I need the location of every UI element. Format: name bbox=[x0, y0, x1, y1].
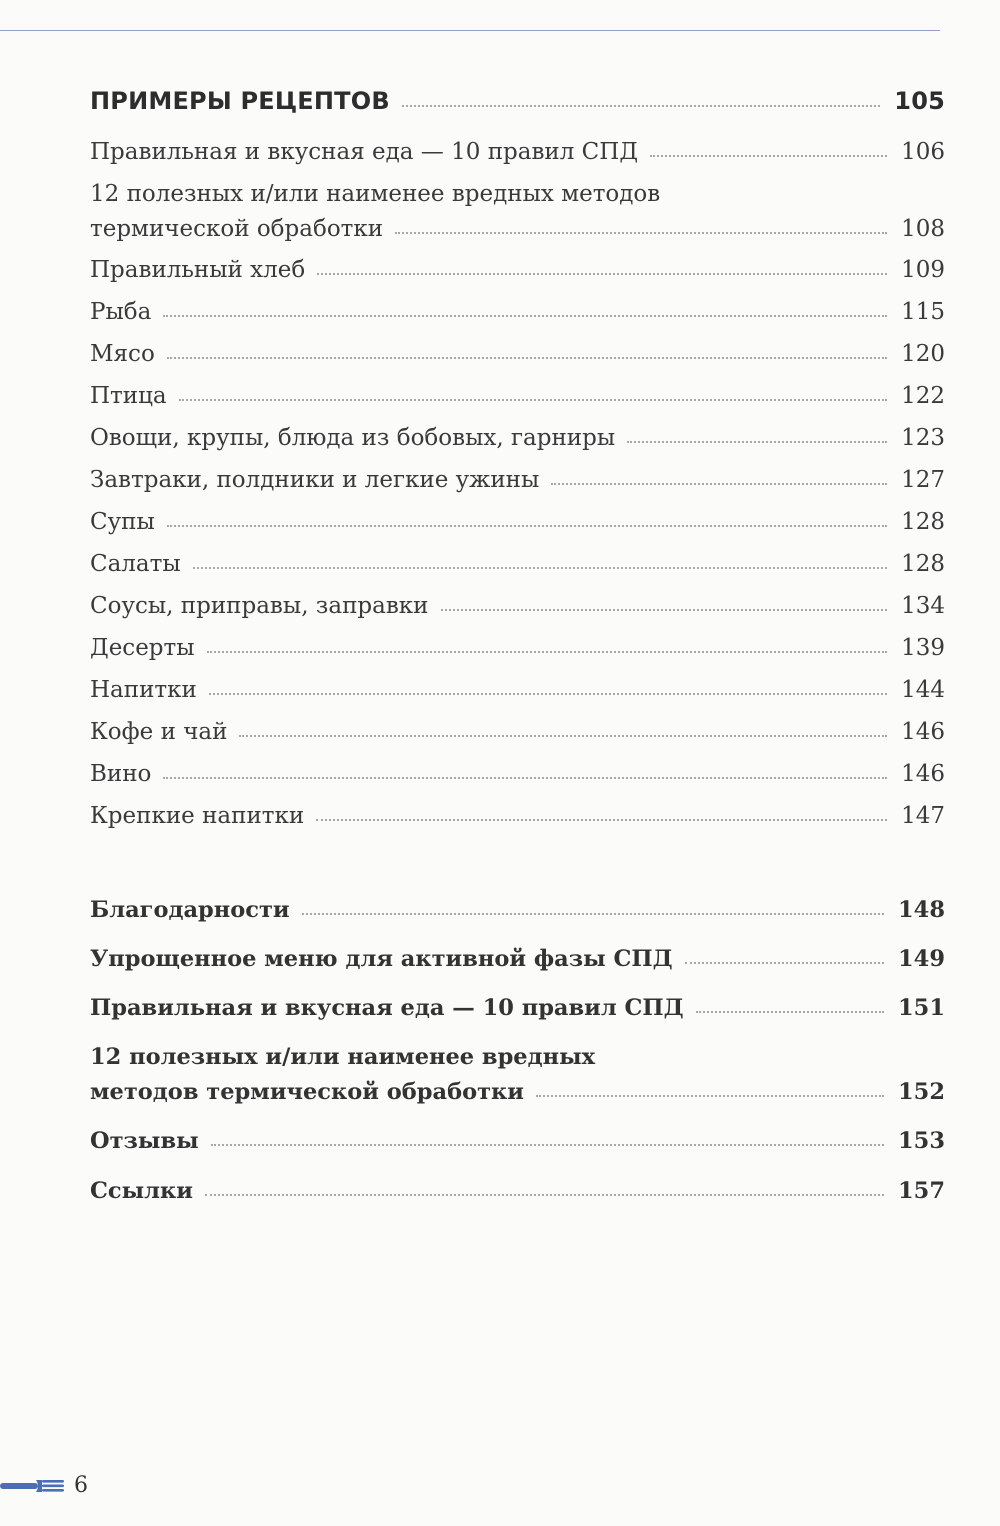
leader-dots bbox=[207, 651, 888, 653]
toc-appendix-entry[interactable] bbox=[90, 1180, 945, 1203]
toc-entry-page: 152 bbox=[898, 1079, 945, 1105]
toc-entry-title: Правильная и вкусная еда — 10 правил СПД bbox=[90, 995, 684, 1021]
toc-entry-page: 115 bbox=[901, 299, 945, 325]
leader-dots bbox=[211, 1144, 884, 1146]
leader-dots bbox=[551, 483, 887, 485]
toc-heading[interactable] bbox=[90, 89, 945, 113]
toc-entry-page: 108 bbox=[901, 216, 945, 242]
leader-dots bbox=[302, 913, 884, 915]
toc-entry-page: 134 bbox=[901, 593, 945, 619]
toc-entry-title: Упрощенное меню для активной фазы СПД bbox=[90, 946, 673, 972]
toc-entry[interactable] bbox=[90, 721, 945, 744]
leader-dots bbox=[205, 1194, 884, 1196]
toc-appendix-entry[interactable] bbox=[90, 1081, 945, 1104]
toc-entry-page: 146 bbox=[901, 761, 945, 787]
leader-dots bbox=[239, 735, 887, 737]
toc-entry-title: Правильный хлеб bbox=[90, 257, 306, 283]
toc-entry[interactable] bbox=[90, 763, 945, 786]
toc-entry-title: Рыба bbox=[90, 299, 152, 325]
leader-dots bbox=[685, 962, 884, 964]
toc-entry-page: 149 bbox=[898, 946, 945, 972]
toc-entry-title-line1[interactable]: 12 полезных и/или наименее вредных методов bbox=[90, 181, 661, 207]
toc-entry-title: Супы bbox=[90, 509, 155, 535]
leader-dots bbox=[536, 1095, 884, 1097]
leader-dots bbox=[167, 357, 887, 359]
toc-entry-title: Завтраки, полдники и легкие ужины bbox=[90, 467, 540, 493]
toc-appendix-entry[interactable] bbox=[90, 899, 945, 922]
leader-dots bbox=[163, 777, 887, 779]
toc-entry-title: Десерты bbox=[90, 635, 195, 661]
leader-dots bbox=[650, 155, 887, 157]
toc-entry[interactable] bbox=[90, 805, 945, 828]
toc-entry[interactable] bbox=[90, 343, 945, 366]
toc-entry-page: 123 bbox=[901, 425, 945, 451]
toc-entry-title: Соусы, приправы, заправки bbox=[90, 593, 429, 619]
fork-icon bbox=[0, 1476, 66, 1496]
leader-dots bbox=[193, 567, 887, 569]
leader-dots bbox=[627, 441, 887, 443]
toc-entry[interactable] bbox=[90, 637, 945, 660]
leader-dots bbox=[317, 273, 887, 275]
toc-entry[interactable] bbox=[90, 553, 945, 576]
toc-entry-page: 153 bbox=[898, 1128, 945, 1154]
toc-entry-page: 106 bbox=[901, 139, 945, 165]
toc-entry-title: Кофе и чай bbox=[90, 719, 228, 745]
leader-dots bbox=[441, 609, 888, 611]
toc-entry-page: 146 bbox=[901, 719, 945, 745]
toc-entry-page: 139 bbox=[901, 635, 945, 661]
leader-dots bbox=[402, 105, 880, 107]
toc-entry-title: Отзывы bbox=[90, 1128, 199, 1154]
toc-entry[interactable] bbox=[90, 259, 945, 282]
toc-entry[interactable] bbox=[90, 301, 945, 324]
toc-entry-page: 151 bbox=[898, 995, 945, 1021]
toc-entry-title-line1[interactable]: 12 полезных и/или наименее вредных bbox=[90, 1044, 596, 1070]
toc-entry-title: Правильная и вкусная еда — 10 правил СПД bbox=[90, 139, 639, 165]
toc-entry-title: Ссылки bbox=[90, 1178, 193, 1204]
toc-entry-page: 127 bbox=[901, 467, 945, 493]
toc-entry[interactable] bbox=[90, 511, 945, 534]
toc-entry-page: 144 bbox=[901, 677, 945, 703]
toc-appendix-entry[interactable] bbox=[90, 1130, 945, 1153]
toc-entry-title: Благодарности bbox=[90, 897, 290, 923]
top-rule bbox=[0, 30, 940, 31]
toc-entry-title: Вино bbox=[90, 761, 152, 787]
toc-entry-page: 122 bbox=[901, 383, 945, 409]
toc-appendix-entry[interactable] bbox=[90, 997, 945, 1020]
toc-entry-title: Мясо bbox=[90, 341, 155, 367]
leader-dots bbox=[167, 525, 887, 527]
toc-entry[interactable] bbox=[90, 595, 945, 618]
toc-entry-title: термической обработки bbox=[90, 216, 384, 242]
toc-appendix-entry[interactable] bbox=[90, 948, 945, 971]
toc-entry-page: 157 bbox=[898, 1178, 945, 1204]
toc-entry-title: Крепкие напитки bbox=[90, 803, 305, 829]
leader-dots bbox=[209, 693, 887, 695]
toc-entry[interactable] bbox=[90, 427, 945, 450]
toc-heading-page: 105 bbox=[894, 87, 945, 115]
toc-entry-page: 148 bbox=[898, 897, 945, 923]
toc-entry-page: 147 bbox=[901, 803, 945, 829]
toc-entry[interactable] bbox=[90, 141, 945, 164]
toc-entry-title: Салаты bbox=[90, 551, 181, 577]
leader-dots bbox=[163, 315, 887, 317]
toc-heading-title: ПРИМЕРЫ РЕЦЕПТОВ bbox=[90, 87, 390, 115]
toc-entry[interactable] bbox=[90, 469, 945, 492]
toc-entry-page: 128 bbox=[901, 509, 945, 535]
toc-entry-page: 109 bbox=[901, 257, 945, 283]
toc-entry[interactable] bbox=[90, 385, 945, 408]
leader-dots bbox=[179, 399, 887, 401]
toc-entry-title: Напитки bbox=[90, 677, 197, 703]
toc-entry[interactable] bbox=[90, 679, 945, 702]
leader-dots bbox=[316, 819, 887, 821]
toc-entry-page: 120 bbox=[901, 341, 945, 367]
toc-entry-title: Овощи, крупы, блюда из бобовых, гарниры bbox=[90, 425, 616, 451]
toc-entry[interactable] bbox=[90, 218, 945, 241]
toc-entry-title: Птица bbox=[90, 383, 167, 409]
page-number: 6 bbox=[74, 1473, 88, 1498]
toc-entry-page: 128 bbox=[901, 551, 945, 577]
toc-entry-title: методов термической обработки bbox=[90, 1079, 524, 1105]
leader-dots bbox=[696, 1011, 884, 1013]
leader-dots bbox=[395, 232, 887, 234]
